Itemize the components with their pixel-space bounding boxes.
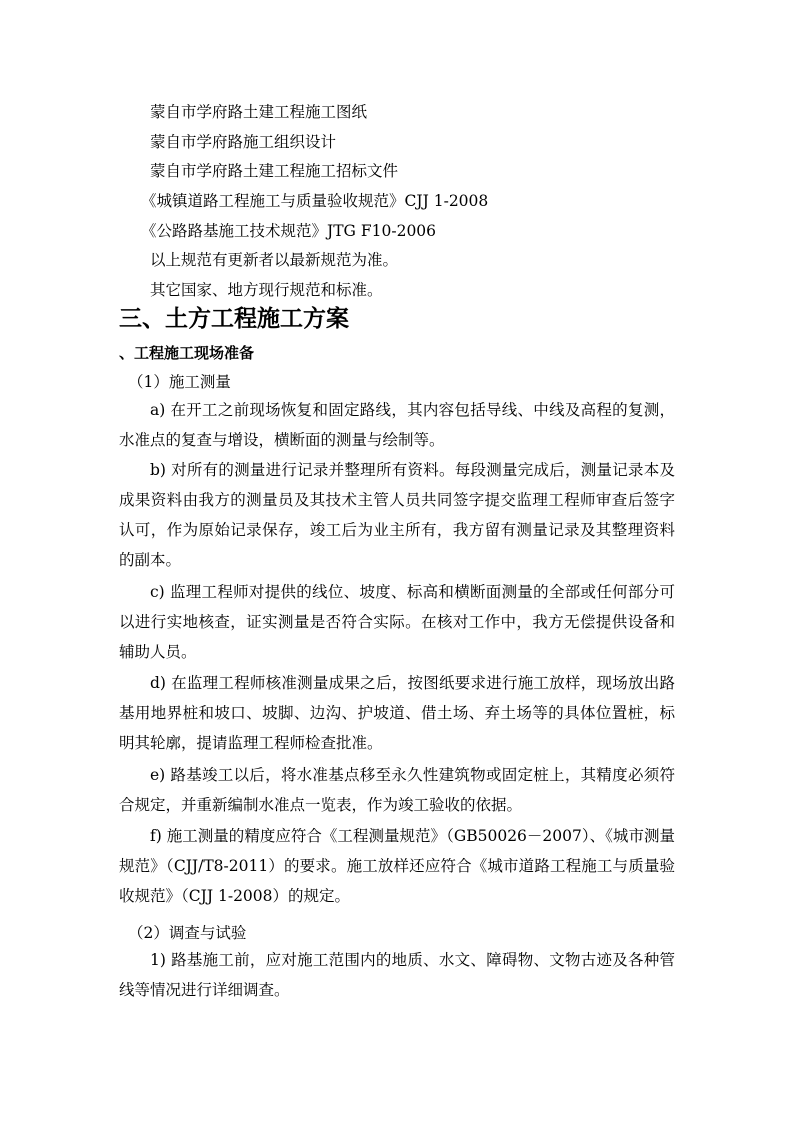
paragraph: 1) 路基施工前，应对施工范围内的地质、水文、障碍物、文物古迹及各种管线等情况进行详细调查。 <box>119 951 675 999</box>
subsection-heading: 、工程施工现场准备 <box>119 344 255 362</box>
paragraph: d) 在监理工程师核准测量成果之后，按图纸要求进行施工放样，现场放出路基用地界桩和坡口、坡脚、边沟、护坡道、借土场、弃土场等的具体位置桩，标明其轮廓，提请监理工程师检查批准。 <box>119 674 675 752</box>
reference-line: 蒙自市学府路土建工程施工招标文件 <box>150 162 399 180</box>
paragraph: b) 对所有的测量进行记录并整理所有资料。每段测量完成后，测量记录本及成果资料由我方的测量员及其技术主管人员共同签字提交监理工程师审查后签字认可，作为原始记录保存，竣工后为业主所有，我方留有测量记录及其整理资料的副本。 <box>119 461 675 569</box>
reference-line: 其它国家、地方现行规范和标准。 <box>150 281 383 299</box>
reference-line: 蒙自市学府路土建工程施工图纸 <box>150 103 368 121</box>
item-heading: （1）施工测量 <box>128 373 231 391</box>
paragraph: f) 施工测量的精度应符合《工程测量规范》（GB50026－2007）、《城市测量规范》（CJJ/T8-2011）的要求。施工放样还应符合《城市道路工程施工与质量验收规范》（CJJ 1-2008）的规定。 <box>119 827 675 905</box>
paragraph: e) 路基竣工以后，将水准基点移至永久性建筑物或固定桩上，其精度必须符合规定，并重新编制水准点一览表，作为竣工验收的依据。 <box>119 766 675 814</box>
reference-line: 《城镇道路工程施工与质量验收规范》CJJ 1-2008 <box>141 192 489 210</box>
item-heading: （2）调查与试验 <box>128 924 247 942</box>
reference-line: 《公路路基施工技术规范》JTG F10-2006 <box>141 222 437 240</box>
paragraph: a) 在开工之前现场恢复和固定路线，其内容包括导线、中线及高程的复测，水准点的复查与增设，横断面的测量与绘制等。 <box>119 401 675 449</box>
reference-line: 蒙自市学府路施工组织设计 <box>150 133 337 151</box>
section-heading: 三、土方工程施工方案 <box>119 306 349 332</box>
paragraph: c) 监理工程师对提供的线位、坡度、标高和横断面测量的全部或任何部分可以进行实地核查，证实测量是否符合实际。在核对工作中，我方无偿提供设备和辅助人员。 <box>119 583 675 661</box>
reference-line: 以上规范有更新者以最新规范为准。 <box>150 251 399 269</box>
